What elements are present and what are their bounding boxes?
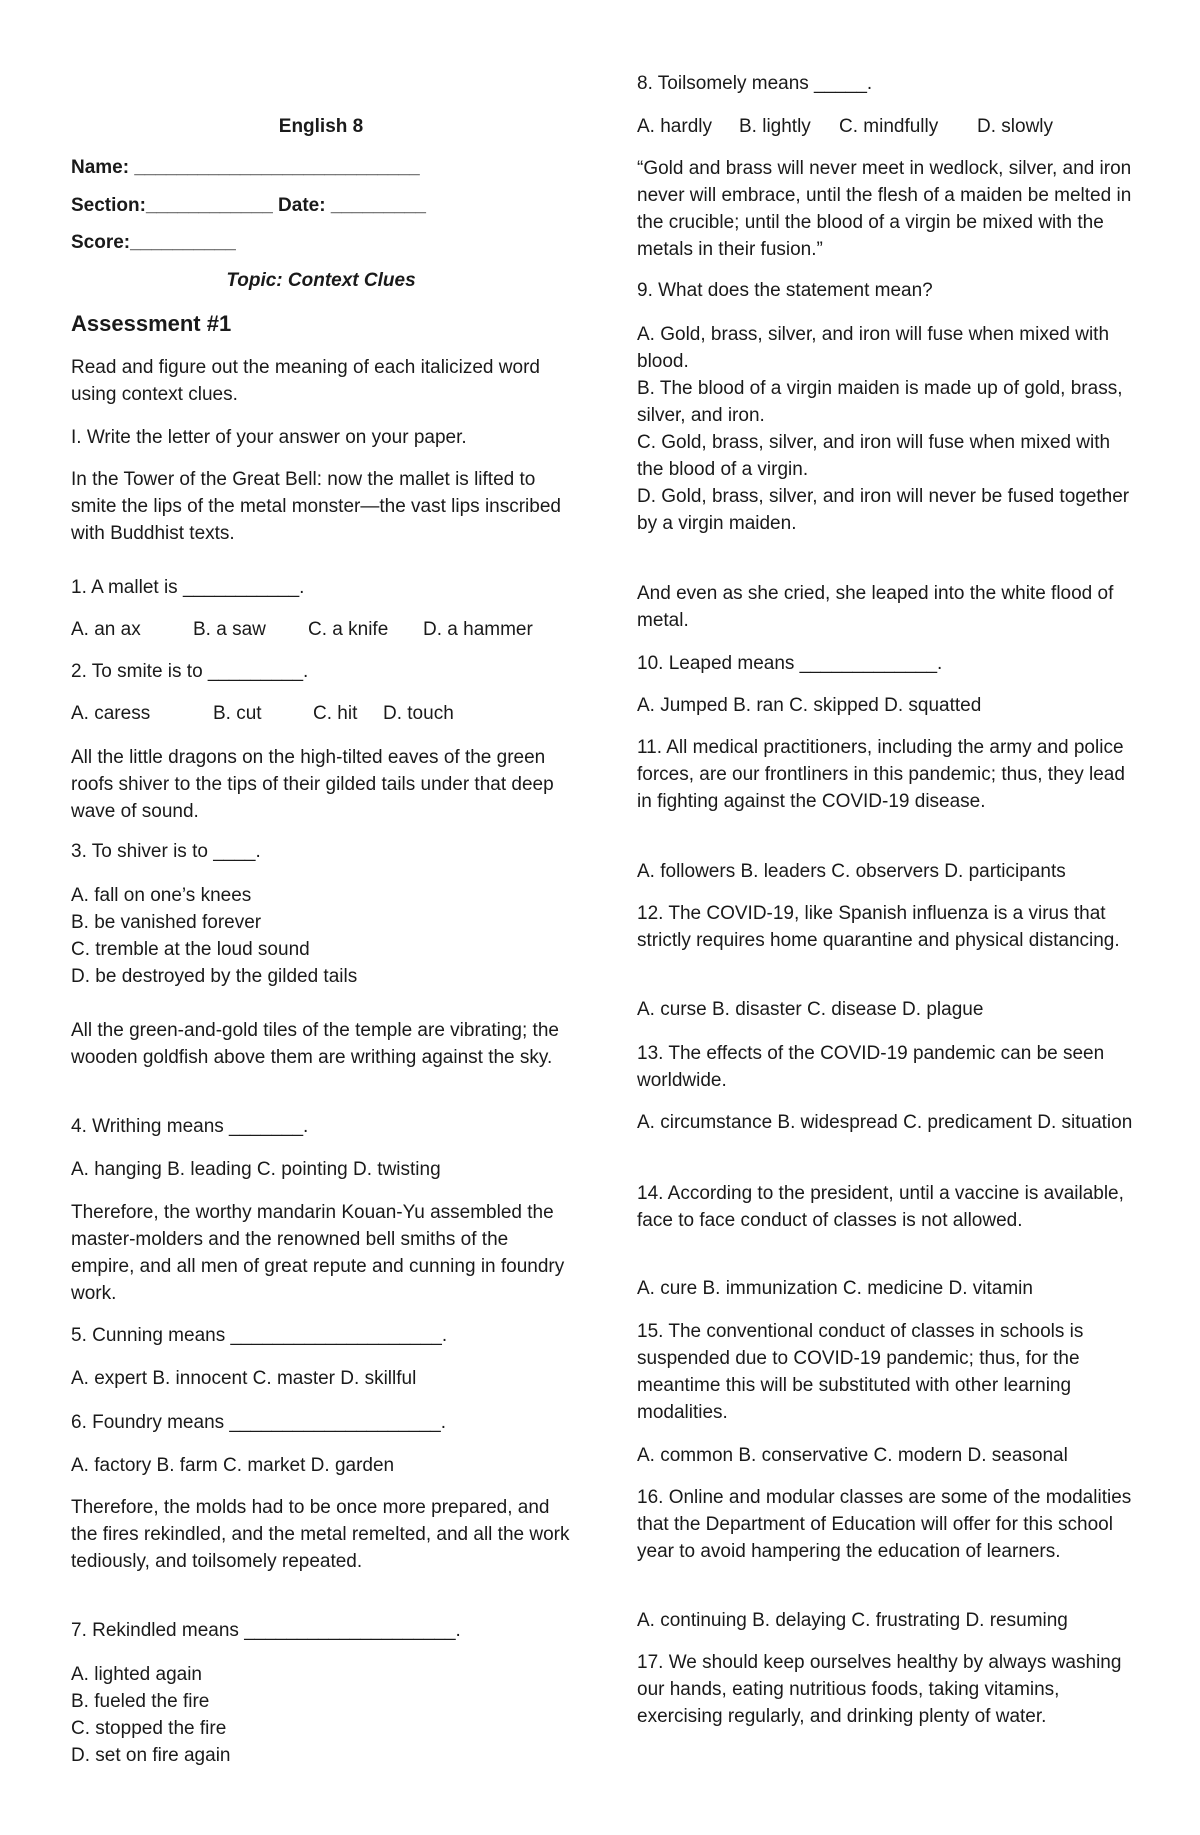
question-14-stem: 14. According to the president, until a vaccine is available, face to face conduct of classes is not allowed. bbox=[637, 1183, 1124, 1231]
q7-option-d: D. set on fire again bbox=[71, 1745, 231, 1766]
question-13-options: A. circumstance B. widespread C. predicament D. situation bbox=[637, 1112, 1133, 1133]
question-11-stem: 11. All medical practitioners, including the army and police forces, are our frontliners in this pandemic; thus, they lead in fighting against the COVID-19 disease. bbox=[637, 737, 1125, 812]
passage-5: Therefore, the molds had to be once more prepared, and the fires rekindled, and the metal remelted, and all the work tediously, and toilsomely repeated. bbox=[71, 1497, 570, 1572]
score-field: Score:__________ bbox=[71, 232, 236, 253]
question-4-options: A. hanging B. leading C. pointing D. twisting bbox=[71, 1159, 441, 1180]
question-3-stem: 3. To shiver is to ____. bbox=[71, 841, 261, 862]
instructions-intro: Read and figure out the meaning of each italicized word using context clues. bbox=[71, 357, 540, 405]
question-15-options: A. common B. conservative C. modern D. seasonal bbox=[637, 1445, 1068, 1466]
passage-6: “Gold and brass will never meet in wedlock, silver, and iron never will embrace, until the flesh of a maiden be melted in the crucible; until the blood of a virgin be mixed with the metals in their fusion.” bbox=[637, 158, 1132, 260]
question-10-options: A. Jumped B. ran C. skipped D. squatted bbox=[637, 695, 982, 716]
question-16-options: A. continuing B. delaying C. frustrating D. resuming bbox=[637, 1610, 1068, 1631]
question-1-stem: 1. A mallet is ___________. bbox=[71, 577, 305, 598]
question-9-stem: 9. What does the statement mean? bbox=[637, 280, 933, 301]
question-12-stem: 12. The COVID-19, like Spanish influenza is a virus that strictly requires home quarantine and physical distancing. bbox=[637, 903, 1120, 951]
q7-option-c: C. stopped the fire bbox=[71, 1718, 227, 1739]
question-7-stem: 7. Rekindled means ____________________. bbox=[71, 1620, 461, 1641]
section-date-field: Section:____________ Date: _________ bbox=[71, 195, 426, 216]
q2-option-a: A. caress bbox=[71, 703, 151, 724]
q9-option-b: B. The blood of a virgin maiden is made up of gold, brass, silver, and iron. bbox=[637, 378, 1123, 426]
question-12-options: A. curse B. disaster C. disease D. plague bbox=[637, 999, 984, 1020]
q3-option-d: D. be destroyed by the gilded tails bbox=[71, 966, 358, 987]
question-2-stem: 2. To smite is to _________. bbox=[71, 661, 309, 682]
instructions-part1: I. Write the letter of your answer on your paper. bbox=[71, 427, 467, 448]
question-8-stem: 8. Toilsomely means _____. bbox=[637, 73, 873, 94]
q9-option-a: A. Gold, brass, silver, and iron will fuse when mixed with blood. bbox=[637, 324, 1110, 372]
passage-2: All the little dragons on the high-tilted eaves of the green roofs shiver to the tips of their gilded tails under that deep wave of sound. bbox=[71, 747, 554, 822]
passage-7: And even as she cried, she leaped into the white flood of metal. bbox=[637, 583, 1114, 631]
q9-option-d: D. Gold, brass, silver, and iron will never be fused together by a virgin maiden. bbox=[637, 486, 1130, 534]
q7-option-b: B. fueled the fire bbox=[71, 1691, 210, 1712]
question-5-options: A. expert B. innocent C. master D. skillful bbox=[71, 1368, 417, 1389]
question-6-stem: 6. Foundry means ____________________. bbox=[71, 1412, 447, 1433]
q2-option-b: B. cut bbox=[213, 703, 262, 724]
question-1-options bbox=[71, 616, 571, 643]
q2-option-c: C. hit bbox=[313, 703, 358, 724]
q1-option-d: D. a hammer bbox=[423, 619, 533, 640]
passage-3: All the green-and-gold tiles of the temple are vibrating; the wooden goldfish above them are writhing against the sky. bbox=[71, 1020, 559, 1068]
question-5-stem: 5. Cunning means ____________________. bbox=[71, 1325, 448, 1346]
question-14-options: A. cure B. immunization C. medicine D. vitamin bbox=[637, 1278, 1033, 1299]
passage-1: In the Tower of the Great Bell: now the mallet is lifted to smite the lips of the metal monster—the vast lips inscribed with Buddhist texts. bbox=[71, 469, 561, 544]
q1-option-c: C. a knife bbox=[308, 619, 389, 640]
subject-title: English 8 bbox=[278, 116, 364, 137]
question-13-stem: 13. The effects of the COVID-19 pandemic can be seen worldwide. bbox=[637, 1043, 1105, 1091]
q1-option-a: A. an ax bbox=[71, 619, 141, 640]
question-17-stem: 17. We should keep ourselves healthy by always washing our hands, eating nutritious foods, taking vitamins, exercising regularly, and drinking plenty of water. bbox=[637, 1652, 1122, 1727]
q3-option-c: C. tremble at the loud sound bbox=[71, 939, 310, 960]
q2-option-d: D. touch bbox=[383, 703, 454, 724]
q1-option-b: B. a saw bbox=[193, 619, 266, 640]
question-11-options: A. followers B. leaders C. observers D. participants bbox=[637, 861, 1066, 882]
q3-option-a: A. fall on one’s knees bbox=[71, 885, 252, 906]
q7-option-a: A. lighted again bbox=[71, 1664, 202, 1685]
question-16-stem: 16. Online and modular classes are some of the modalities that the Department of Education will offer for this school year to avoid hampering the education of learners. bbox=[637, 1487, 1132, 1562]
question-8-options bbox=[637, 113, 1137, 140]
q8-option-a: A. hardly bbox=[637, 116, 712, 137]
passage-4: Therefore, the worthy mandarin Kouan-Yu assembled the master-molders and the renowned bell smiths of the empire, and all men of great repute and cunning in foundry work. bbox=[71, 1202, 565, 1304]
name-field: Name: ___________________________ bbox=[71, 157, 420, 178]
question-2-options bbox=[71, 700, 571, 727]
q3-option-b: B. be vanished forever bbox=[71, 912, 262, 933]
topic-title: Topic: Context Clues bbox=[226, 270, 416, 291]
question-10-stem: 10. Leaped means _____________. bbox=[637, 653, 943, 674]
question-15-stem: 15. The conventional conduct of classes in schools is suspended due to COVID-19 pandemic; thus, for the meantime this will be substituted with other learning modalities. bbox=[637, 1321, 1084, 1423]
q8-option-b: B. lightly bbox=[739, 116, 811, 137]
q8-option-c: C. mindfully bbox=[839, 116, 939, 137]
q8-option-d: D. slowly bbox=[977, 116, 1054, 137]
question-6-options: A. factory B. farm C. market D. garden bbox=[71, 1455, 395, 1476]
question-4-stem: 4. Writhing means _______. bbox=[71, 1116, 309, 1137]
assessment-title: Assessment #1 bbox=[71, 311, 232, 336]
q9-option-c: C. Gold, brass, silver, and iron will fuse when mixed with the blood of a virgin. bbox=[637, 432, 1111, 480]
